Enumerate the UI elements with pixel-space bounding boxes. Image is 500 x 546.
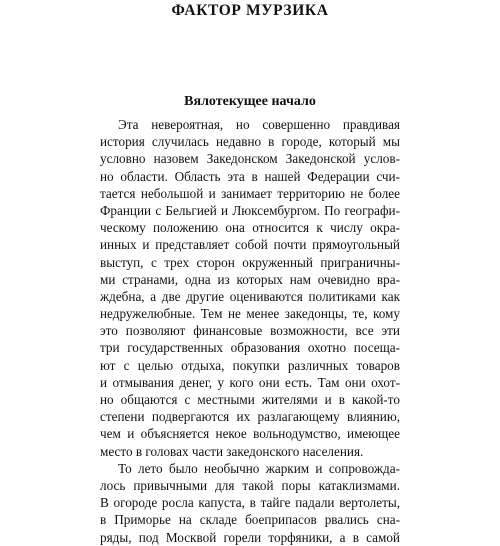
text-line: это позволяют финансовые возможности, все эти [100,323,400,339]
text-line: но области. Область эта в нашей Федерации счи- [100,168,400,184]
text-line: инных и представляет собой почти прямоугольный [100,237,400,253]
text-line: история случилась недавно в городе, который мы [100,134,400,150]
text-line: ми странами, одна из которых нам очевидно вра- [100,271,400,287]
text-line: степени подвергаются их разлагающему влиянию, [100,409,400,425]
text-line: ческому положению она относится к числу окра- [100,220,400,236]
section-title: Вялотекущее начало [184,94,316,109]
text-line: условно назовем Закедонском Закедонской услов- [100,151,400,167]
text-line: ют с целью отдыха, покупки различных товаров [100,357,400,373]
text-line: Франции с Бельгией и Люксембургом. По географи- [100,202,400,218]
text-line: ряды, под Москвой горели торфяники, а в самой [100,529,400,545]
body-text [100,116,400,546]
text-line: в Приморье на складе боеприпасов рвались сна- [100,512,400,528]
text-line: выступ, с трех сторон окруженный приграничны- [100,254,400,270]
text-line: тается небольшой и занимает территорию не более [100,185,400,201]
text-line: чем и объясняется некое вольнодумство, имеющее [100,426,400,442]
text-line: место в головах части закедонского населения. [100,443,364,459]
text-line: Эта невероятная, но совершенно правдивая [118,117,400,132]
text-line: недружелюбные. Тем не менее закедонцы, те, кому [100,306,400,322]
text-line: ждебна, а две другие оцениваются политиками как [100,288,400,304]
text-line: В огороде росла капуста, в тайге падали вертолеты, [100,495,400,511]
text-line: и отмывания денег, у кого они есть. Там они охот- [100,374,400,390]
text-line: три государственных образования охотно посеща- [100,340,400,356]
text-line: То лето было необычно жарким и сопровожда- [118,460,400,476]
running-head-title: ФАКТОР МУРЗИКА [171,2,329,19]
text-line: лось привычными для такой поры катаклизмами. [100,477,400,493]
text-line: но общаются с местными жителями и в какой-то [100,392,400,407]
